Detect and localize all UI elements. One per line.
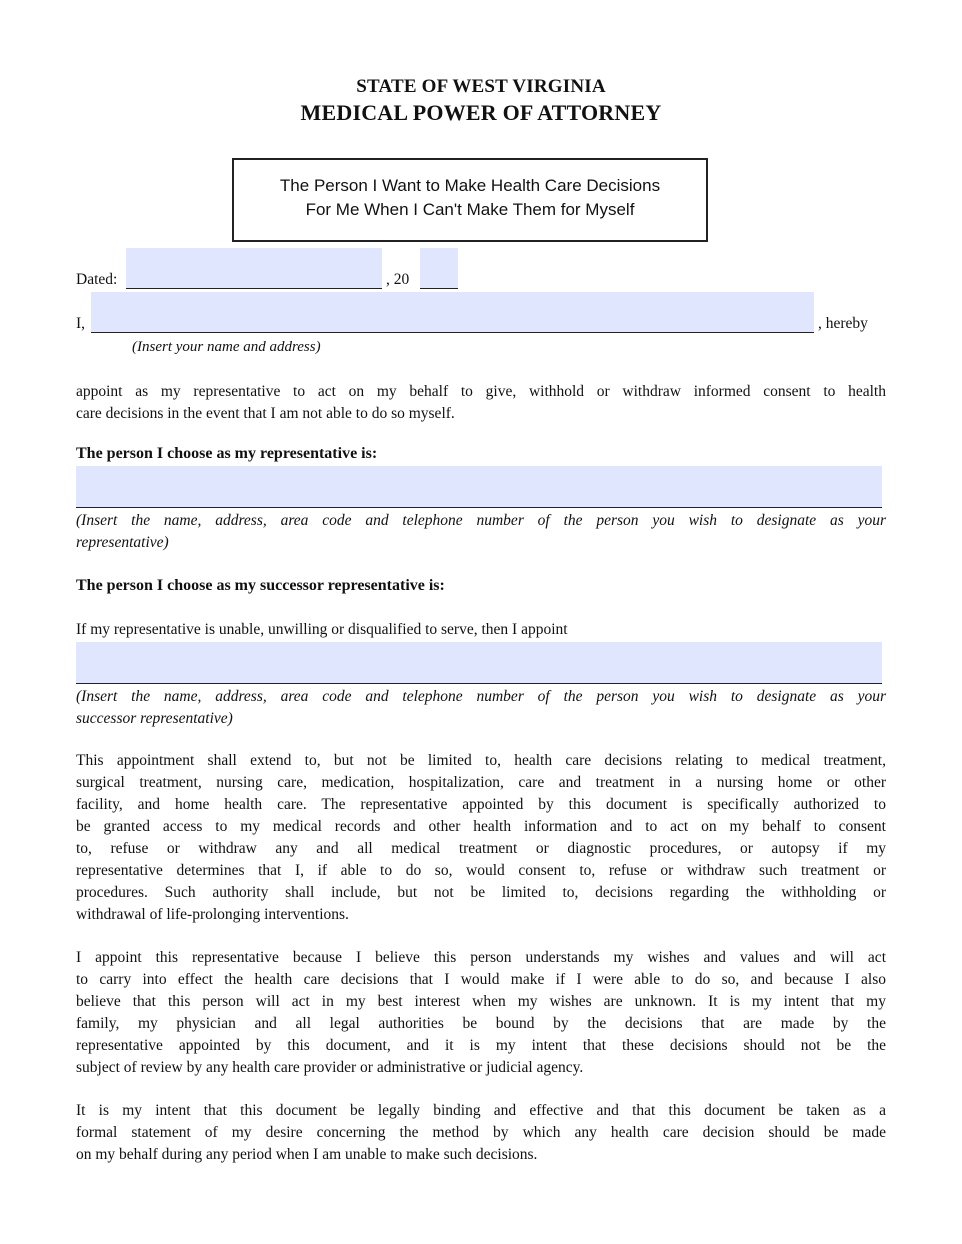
dated-label: Dated:: [76, 271, 118, 288]
principal-name-address-field[interactable]: [91, 292, 814, 333]
paragraph-line: on my behalf during any period when I am unable to make such decisions.: [76, 1146, 538, 1163]
authority-paragraph: [76, 750, 886, 926]
paragraph-line: family, my physician and all legal authorities be bound by the decisions that are made by the: [76, 1015, 886, 1032]
paragraph-line: It is my intent that this document be legally binding and effective and that this document be taken as a: [76, 1102, 886, 1119]
successor-intro: If my representative is unable, unwilling or disqualified to serve, then I appoint: [76, 621, 568, 638]
purpose-box: [232, 158, 708, 242]
successor-heading: The person I choose as my successor representative is:: [76, 577, 445, 594]
paragraph-line: representative determines that I, if able to do so, would consent to, refuse or withdraw such treatment or: [76, 862, 886, 879]
document-title-main: MEDICAL POWER OF ATTORNEY: [300, 100, 662, 125]
date-field[interactable]: [126, 248, 382, 288]
paragraph-line: procedures. Such authority shall include, but not be limited to, decisions regarding the withholding or: [76, 884, 886, 901]
principal-underline: [91, 332, 814, 333]
successor-hint: [76, 686, 886, 730]
purpose-box-line1: The Person I Want to Make Health Care Decisions: [279, 176, 661, 195]
year-field[interactable]: [420, 248, 458, 288]
representative-hint-line: representative): [76, 534, 169, 551]
paragraph-line: surgical treatment, nursing care, medication, hospitalization, care and treatment in a nursing home or other: [76, 774, 886, 791]
paragraph-line: subject of review by any health care provider or administrative or judicial agency.: [76, 1059, 584, 1076]
representative-hint-line: (Insert the name, address, area code and telephone number of the person you wish to designate as your: [76, 512, 886, 529]
year-prefix-label: , 20: [386, 271, 410, 288]
successor-field[interactable]: [76, 642, 882, 684]
principal-suffix: , hereby: [818, 315, 868, 332]
paragraph-line: formal statement of my desire concerning the method by which any health care decision should be made: [76, 1124, 886, 1141]
paragraph-line: facility, and home health care. The representative appointed by this document is specifically authorized to: [76, 796, 886, 813]
reason-paragraph: [76, 947, 886, 1079]
representative-hint: [76, 510, 886, 554]
successor-hint-line: (Insert the name, address, area code and telephone number of the person you wish to designate as your: [76, 688, 886, 705]
paragraph-line: withdrawal of life-prolonging interventions.: [76, 906, 349, 923]
intent-paragraph: [76, 1100, 886, 1166]
representative-field[interactable]: [76, 466, 882, 508]
appoint-line: appoint as my representative to act on my behalf to give, withhold or withdraw informed consent to health: [76, 383, 886, 400]
successor-hint-line: successor representative): [76, 710, 233, 727]
year-underline: [420, 288, 458, 289]
paragraph-line: to carry into effect the health care decisions that I would make if I were able to do so, and because I also: [76, 971, 886, 988]
paragraph-line: be granted access to my medical records and other health information and to act on my behalf to consent: [76, 818, 886, 835]
principal-prefix: I,: [76, 315, 86, 332]
date-underline: [126, 288, 382, 289]
paragraph-line: This appointment shall extend to, but not be limited to, health care decisions relating to medical treatment,: [76, 752, 886, 769]
paragraph-line: representative appointed by this document, and it is my intent that these decisions should not be the: [76, 1037, 886, 1054]
paragraph-line: believe that this person will act in my best interest when my wishes are unknown. It is my intent that my: [76, 993, 886, 1010]
paragraph-line: to, refuse or withdraw any and all medical treatment or diagnostic procedures, or autopsy if my: [76, 840, 886, 857]
successor-underline: [76, 683, 882, 684]
document-title-state: STATE OF WEST VIRGINIA: [356, 76, 606, 97]
representative-heading: The person I choose as my representative is:: [76, 445, 378, 462]
principal-hint: (Insert your name and address): [132, 339, 321, 355]
paragraph-line: I appoint this representative because I believe this person understands my wishes and values and will act: [76, 949, 886, 966]
appoint-paragraph: [76, 381, 886, 425]
representative-underline: [76, 507, 882, 508]
purpose-box-line2: For Me When I Can't Make Them for Myself: [305, 200, 635, 219]
appoint-line: care decisions in the event that I am not able to do so myself.: [76, 405, 455, 422]
